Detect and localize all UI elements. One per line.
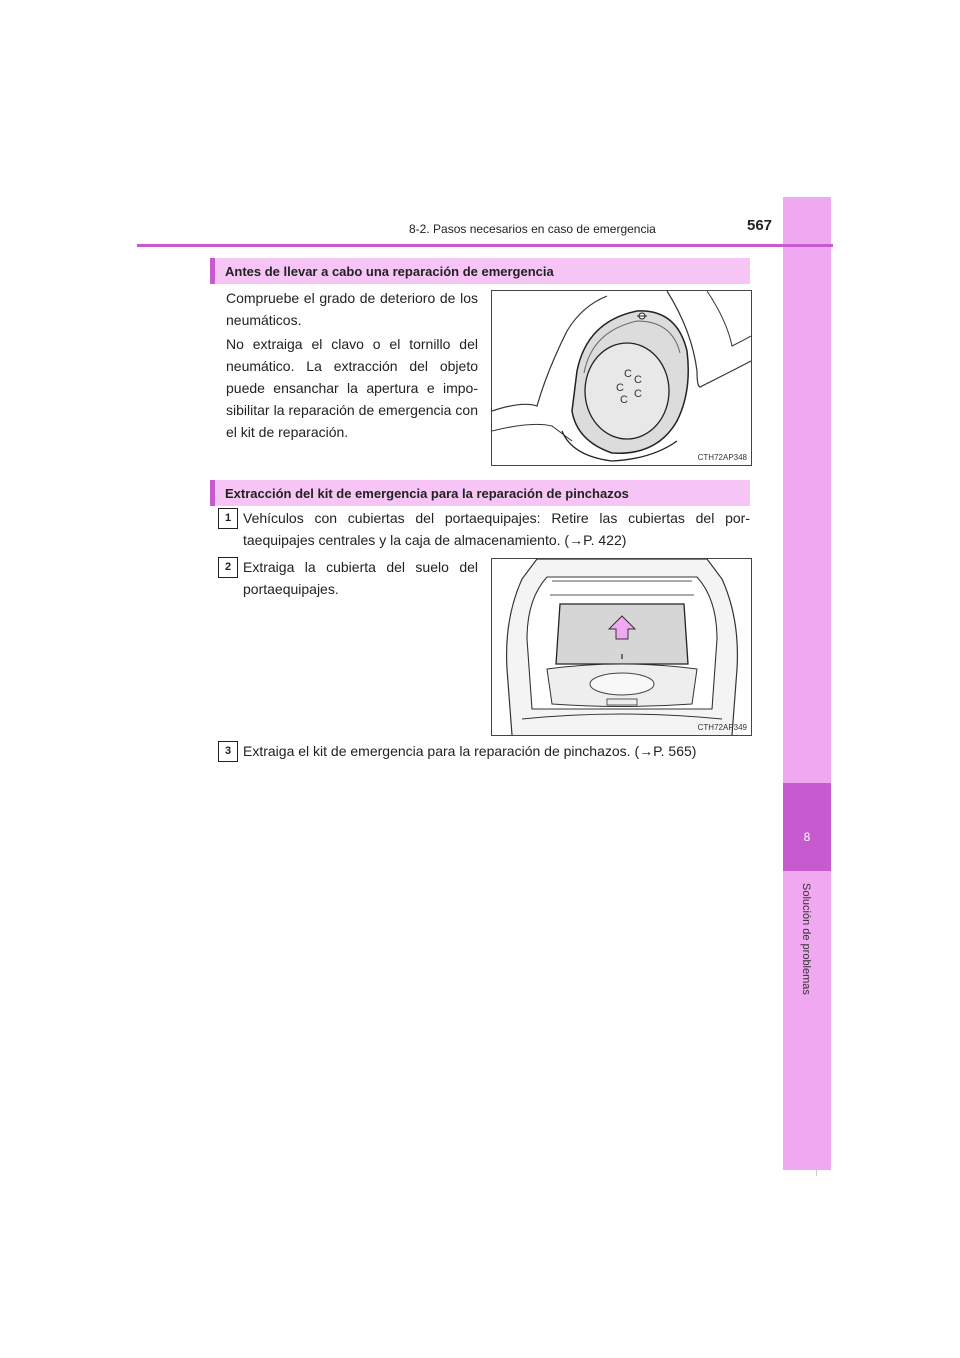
step-text: Extraiga la cubierta del suelo del portaequipajes. xyxy=(243,559,478,597)
step-number: 1 xyxy=(218,508,238,529)
chapter-tab xyxy=(783,783,831,871)
step-text: Extraiga el kit de emergencia para la reparación de pinchazos. (→P. 565) xyxy=(243,743,697,759)
section-heading-before-repair xyxy=(210,258,750,284)
section-heading-extract-kit xyxy=(210,480,750,506)
paragraph-do-not-remove-nail: No extraiga el clavo o el tornillo del neumático. La extracción del objeto puede ensanchar la apertura e impo-sibilitar la reparación de emergencia con el kit de reparación. xyxy=(226,336,478,440)
figure-code: CTH72AP348 xyxy=(697,453,747,462)
figure-tire-with-nail xyxy=(491,290,752,466)
header-rule xyxy=(137,244,833,247)
svg-text:C: C xyxy=(624,368,632,380)
step-number: 2 xyxy=(218,557,238,578)
svg-text:C: C xyxy=(616,382,624,394)
step-number: 3 xyxy=(218,741,238,762)
figure-luggage-floor xyxy=(491,558,752,736)
paragraph-check-tires: Compruebe el grado de deterioro de los neumáticos. xyxy=(226,290,478,328)
running-header: 8-2. Pasos necesarios en caso de emergencia xyxy=(409,222,656,236)
chapter-title xyxy=(796,883,816,993)
page-number: 567 xyxy=(747,217,773,234)
svg-text:C: C xyxy=(634,388,642,400)
chapter-number: 8 xyxy=(803,830,811,844)
side-tab-strip xyxy=(783,197,831,1170)
step-text: Vehículos con cubiertas del portaequipajes: Retire las cubiertas del por-taequipajes centrales y la caja de almacenamiento. (→P. 422) xyxy=(243,510,750,548)
luggage-illustration xyxy=(492,559,751,735)
section-heading-text: Antes de llevar a cabo una reparación de emergencia xyxy=(225,264,554,279)
section-heading-text: Extracción del kit de emergencia para la reparación de pinchazos xyxy=(225,486,629,501)
tab-bottom-mark xyxy=(816,1170,817,1176)
svg-text:C: C xyxy=(620,394,628,406)
tire-illustration xyxy=(492,291,751,465)
figure-code: CTH72AP349 xyxy=(697,723,747,732)
chapter-title-text: Solución de problemas xyxy=(800,883,812,995)
svg-text:C: C xyxy=(634,374,642,386)
